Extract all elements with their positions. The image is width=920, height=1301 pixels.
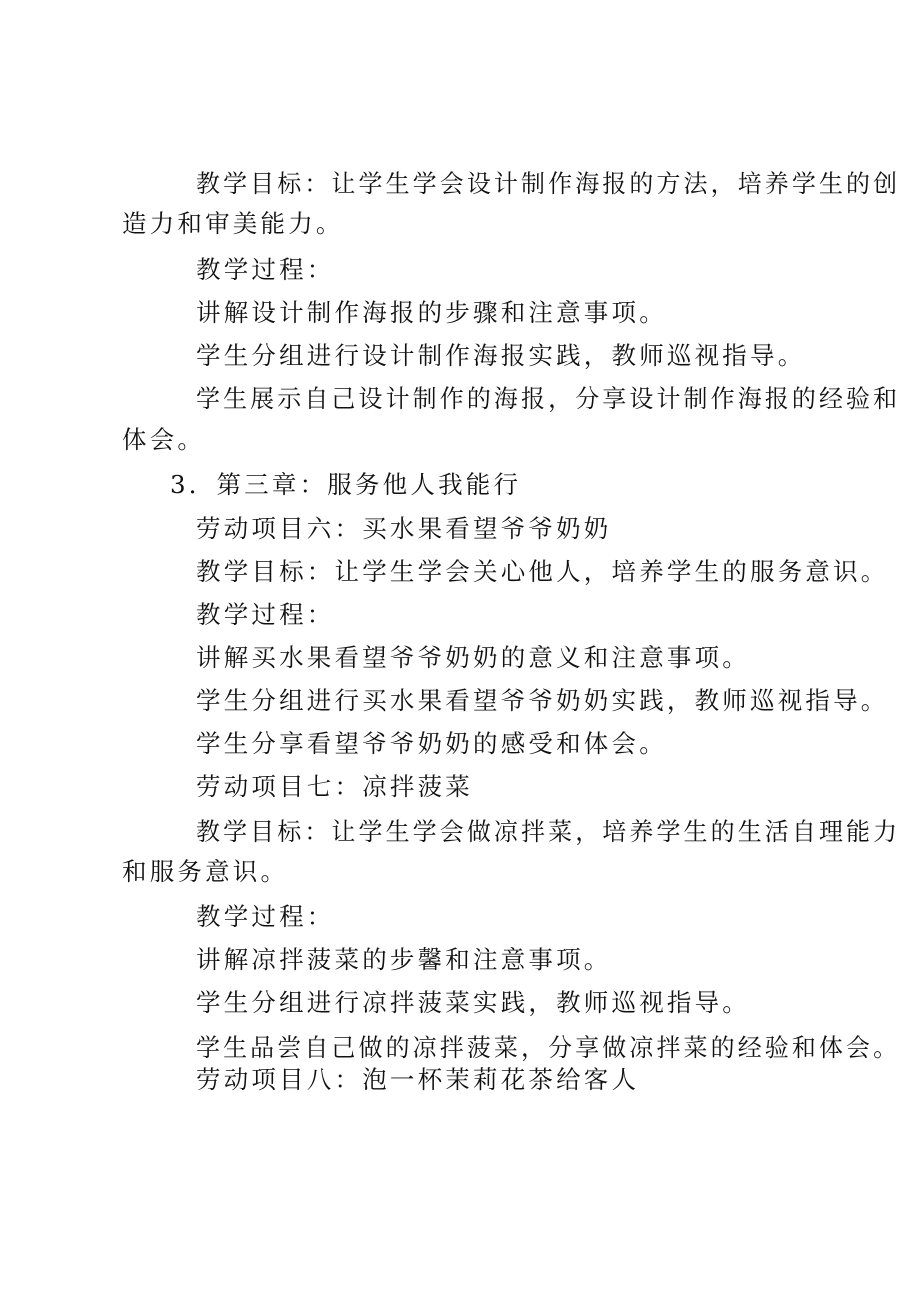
paragraph-line: 教学过程：	[196, 255, 335, 284]
paragraph-line: 学生展示自己设计制作的海报，分享设计制作海报的经验和	[196, 384, 901, 413]
paragraph-line: 和服务意识。	[122, 857, 289, 886]
paragraph-line: 讲解凉拌菠菜的步馨和注意事项。	[196, 945, 612, 974]
paragraph-line: 学生品尝自己做的凉拌菠菜，分享做凉拌菜的经验和体会。	[196, 1033, 901, 1062]
paragraph-line: 教学目标：让学生学会设计制作海报的方法，培养学生的创	[196, 169, 901, 198]
paragraph-line: 学生分组进行设计制作海报实践，教师巡视指导。	[196, 341, 806, 370]
paragraph-line: 教学目标：让学生学会关心他人，培养学生的服务意识。	[196, 557, 889, 586]
paragraph-line: 教学过程：	[196, 600, 335, 629]
paragraph-line: 造力和审美能力。	[122, 209, 344, 238]
paragraph-line: 学生分享看望爷爷奶奶的感受和体会。	[196, 729, 667, 758]
paragraph-line: 劳动项目七：凉拌菠菜	[196, 772, 473, 801]
paragraph-line: 讲解买水果看望爷爷奶奶的意义和注意事项。	[196, 643, 750, 672]
paragraph-line: 劳动项目六：买水果看望爷爷奶奶	[196, 514, 612, 543]
paragraph-line: 教学目标：让学生学会做凉拌菜，培养学生的生活自理能力	[196, 817, 901, 846]
paragraph-line: 教学过程：	[196, 902, 335, 931]
paragraph-line: 劳动项目八：泡一杯茉莉花茶给客人	[196, 1065, 640, 1094]
paragraph-line: 学生分组进行买水果看望爷爷奶奶实践，教师巡视指导。	[196, 686, 889, 715]
paragraph-line: 体会。	[122, 425, 206, 454]
paragraph-line: 讲解设计制作海报的步骤和注意事项。	[196, 298, 667, 327]
chapter-heading: 3．第三章：服务他人我能行	[170, 470, 522, 499]
paragraph-line: 学生分组进行凉拌菠菜实践，教师巡视指导。	[196, 988, 750, 1017]
